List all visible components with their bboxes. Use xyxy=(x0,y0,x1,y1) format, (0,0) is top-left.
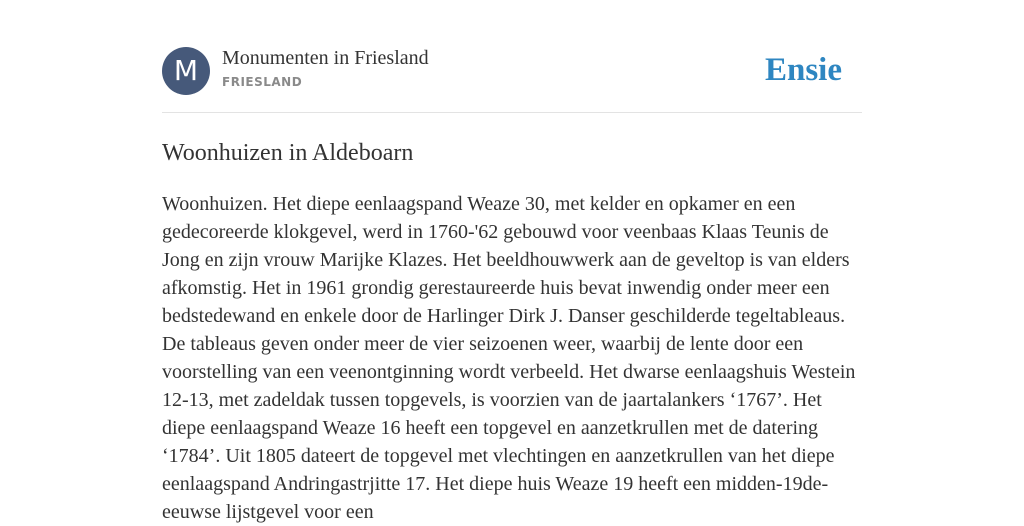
avatar[interactable]: M xyxy=(162,47,210,95)
article-card xyxy=(162,0,862,523)
page-title: Woonhuizen in Aldeboarn xyxy=(162,140,414,166)
source-header xyxy=(162,0,862,113)
brand-logo[interactable]: Ensie xyxy=(764,52,842,88)
article-body: Woonhuizen. Het diepe eenlaagspand Weaze 30, met kelder en opkamer en een gedecoreerde klokgevel, werd in 1760-'62 gebouwd voor veenbaas Klaas Teunis de Jong en zijn vrouw Marijke Klazes. Het beeldhouwwerk aan de geveltop is van elders afkomstig. Het in 1961 grondig gerestaureerde huis bevat inwendig onder meer een bedstedewand en enkele door de Harlinger Dirk J. Danser geschilderde tegeltableaus. De tableaus geven onder meer de vier seizoenen weer, waarbij de lente door een voorstelling van een veenontginning wordt verbeeld. Het dwarse eenlaagshuis Westein 12-13, met zadeldak tussen topgevels, is voorzien van de jaartalankers ‘1767’. Het diepe eenlaagspand Weaze 16 heeft een topgevel en aanzetkrullen met de datering ‘1784’. Uit 1805 dateert de topgevel met vlechtingen en aanzetkrullen van het diepe eenlaagspand Andringastrjitte 17. Het diepe huis Weaze 19 heeft een midden-19de-eeuwse lijstgevel voor een xyxy=(162,193,856,523)
source-title[interactable]: Monumenten in Friesland xyxy=(222,47,429,69)
source-subtitle[interactable]: FRIESLAND xyxy=(222,75,303,89)
